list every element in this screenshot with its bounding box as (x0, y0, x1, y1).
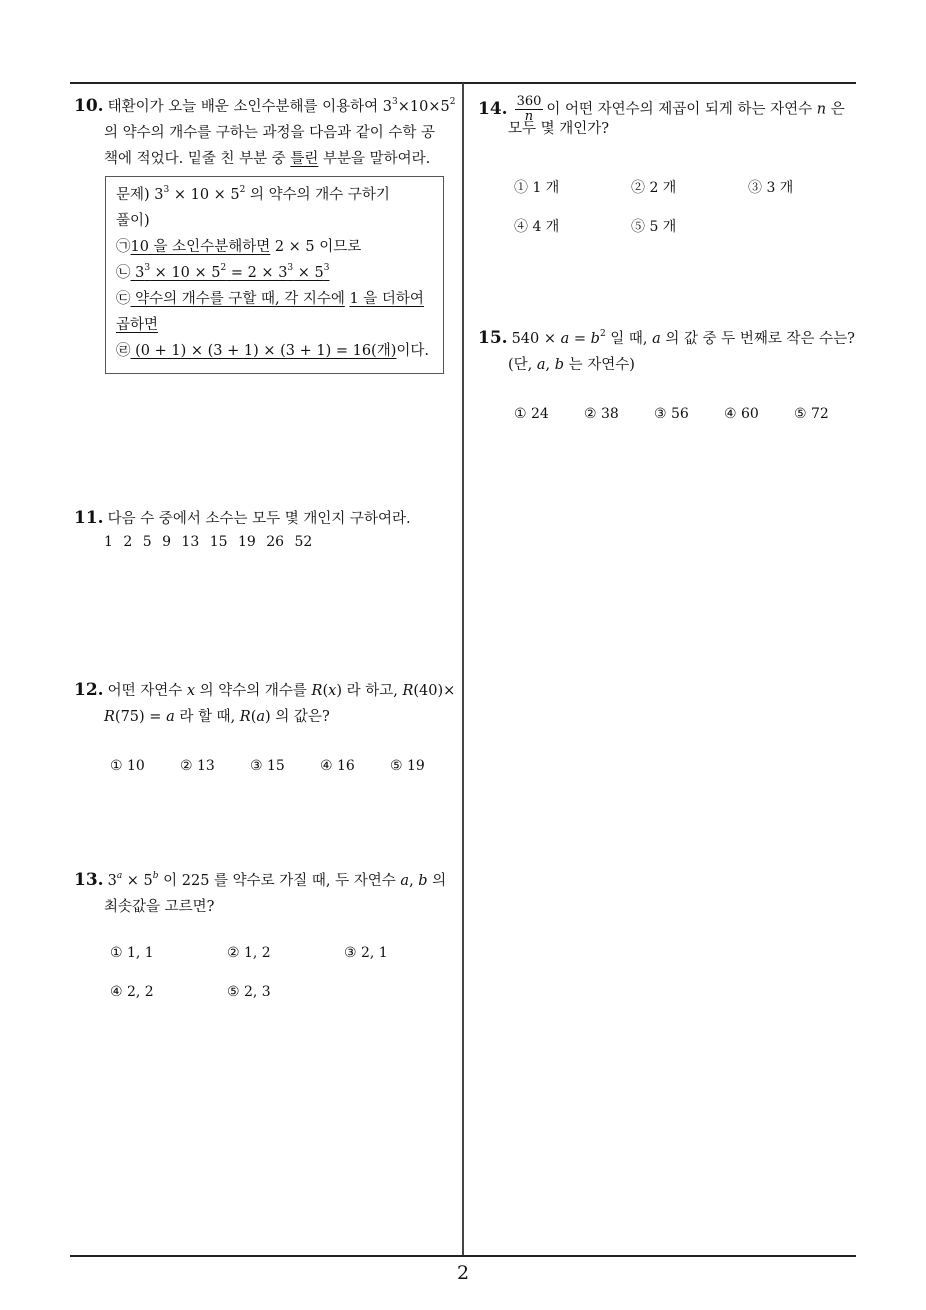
step-mark-2: ㉡ (116, 265, 131, 281)
question-number: 10. (74, 96, 104, 116)
choice-3[interactable]: ③ 2, 1 (344, 945, 388, 961)
choice-1[interactable]: ① 1 개 (514, 180, 560, 196)
question-15: 15. $540 \times a = b^2$ 일 때, a 의 값 중 두 번째로 작은 수는? (단, a, b 는 자연수) (478, 328, 855, 373)
choice-5[interactable]: ⑤ 2, 3 (227, 984, 271, 1000)
question-11: 11. 다음 수 중에서 소수는 모두 몇 개인지 구하여라. (74, 508, 411, 528)
column-divider (462, 83, 464, 1255)
choice-1[interactable]: ① 10 (110, 758, 145, 774)
question-14: 14. $\frac{360}{n}$ 이 어떤 자연수의 제곱이 되게 하는 자연수 n 은 모두 몇 개인가? (478, 94, 845, 137)
solution-box: 문제) $3^3 \times 10 \times 5^2$ 의 약수의 개수 구하기 풀이) ㉠10 을 소인수분해하면 2 × 5 이므로 ㉡ $3^3 \times 10 \times 5^2 = 2 \times 3^3 \times 5^3$ ㉢ 약수의 개수를 구할 때, 각 지수에 1 을 더하여 곱하면 ㉣ (0 + 1) × (3 + 1) × (3 + 1) = 16(개)이다. (105, 176, 444, 374)
choice-4[interactable]: ④ 60 (724, 406, 759, 422)
step-mark-3: ㉢ (116, 291, 131, 307)
question-number: 13. (74, 870, 104, 890)
choice-3[interactable]: ③ 15 (250, 758, 285, 774)
step-mark-1: ㉠ (116, 239, 131, 255)
question-12: 12. 어떤 자연수 x 의 약수의 개수를 R(x) 라 하고, R(40)× R(75) = a 라 할 때, R(a) 의 값은? (74, 680, 456, 725)
question-number: 11. (74, 508, 104, 528)
choice-3[interactable]: ③ 3 개 (748, 180, 794, 196)
question-number: 12. (74, 680, 104, 700)
choice-4[interactable]: ④ 4 개 (514, 219, 560, 235)
question-13: 13. $3^a \times 5^b$ 이 225 를 약수로 가질 때, 두 자연수 a, b 의 최솟값을 고르면? (74, 870, 447, 915)
choice-2[interactable]: ② 13 (180, 758, 215, 774)
question-10: 10. 태환이가 오늘 배운 소인수분해를 이용하여 $3^3\times 10\times 5^2$ 의 약수의 개수를 구하는 과정을 다음과 같이 수학 공 책에 적었다. 밑줄 친 부분 중 틀린 부분을 말하여라. (74, 96, 456, 167)
choice-2[interactable]: ② 2 개 (631, 180, 677, 196)
choice-5[interactable]: ⑤ 19 (390, 758, 425, 774)
step-mark-4: ㉣ (116, 343, 131, 359)
choice-1[interactable]: ① 24 (514, 406, 549, 422)
question-number: 14. (478, 98, 508, 119)
choice-2[interactable]: ② 38 (584, 406, 619, 422)
number-list: 1 2 5 9 13 15 19 26 52 (104, 534, 313, 550)
question-number: 15. (478, 328, 508, 348)
choice-3[interactable]: ③ 56 (654, 406, 689, 422)
choice-5[interactable]: ⑤ 72 (794, 406, 829, 422)
choice-1[interactable]: ① 1, 1 (110, 945, 154, 961)
choice-2[interactable]: ② 1, 2 (227, 945, 271, 961)
bottom-rule (70, 1255, 856, 1257)
fraction: $\frac{360}{n}$ (516, 94, 542, 124)
choice-5[interactable]: ⑤ 5 개 (631, 219, 677, 235)
choice-4[interactable]: ④ 2, 2 (110, 984, 154, 1000)
choice-4[interactable]: ④ 16 (320, 758, 355, 774)
page-number: 2 (456, 1262, 470, 1284)
